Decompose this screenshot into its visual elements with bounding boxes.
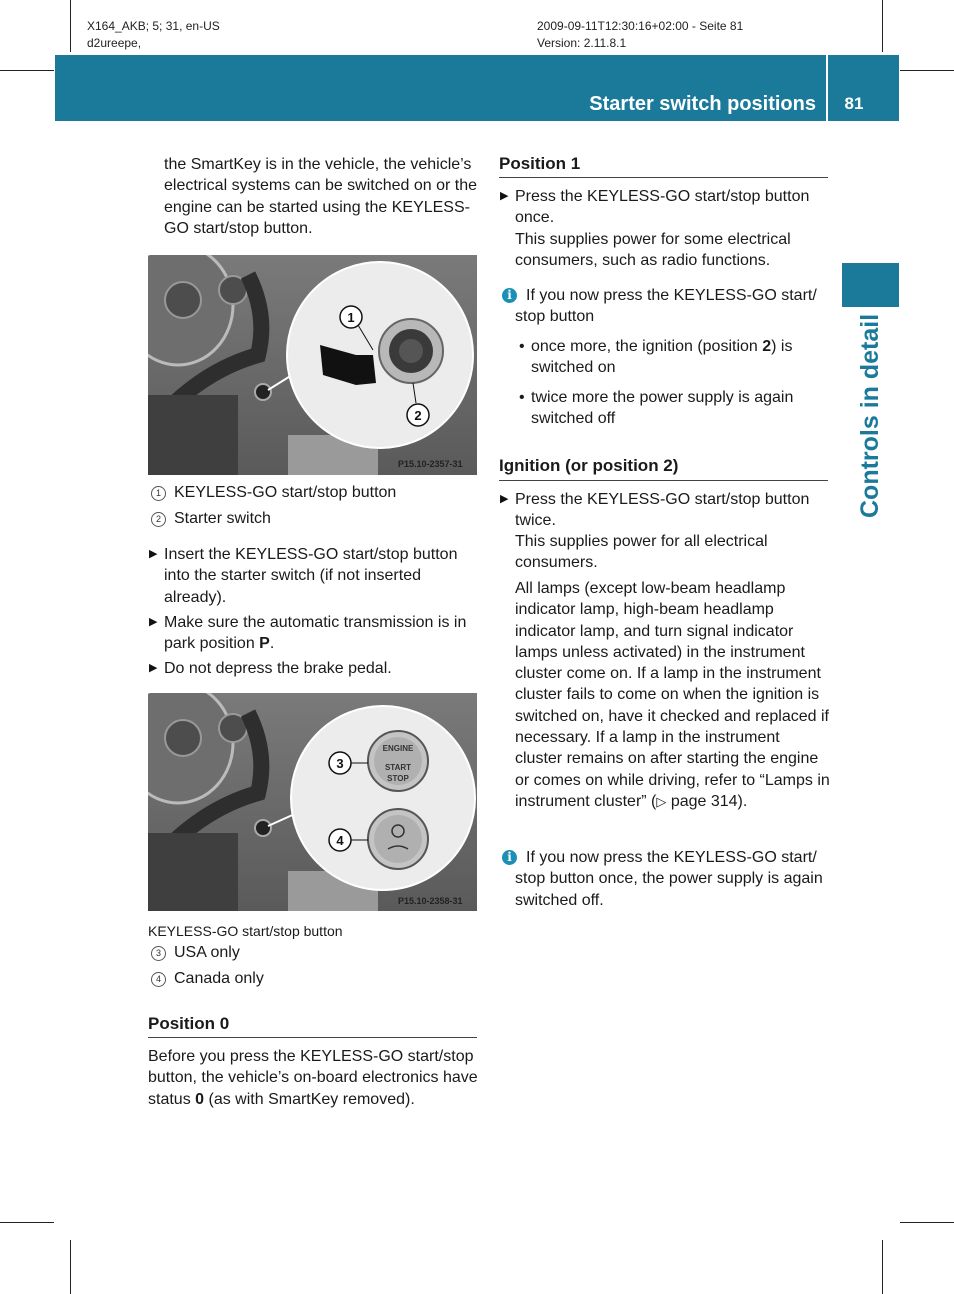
- callout-1: 1: [347, 310, 355, 325]
- step-text: [164, 612, 480, 655]
- arrow-bullet-icon: ▶: [500, 493, 509, 505]
- legend-number: 2: [151, 512, 166, 527]
- engine-label: ENGINE: [382, 744, 414, 753]
- chapter-label: Controls in detail: [856, 313, 884, 518]
- legend-item: Starter switch: [174, 510, 271, 527]
- legend-number: 3: [151, 946, 166, 961]
- meta-left-line2: d2ureepe,: [87, 36, 142, 50]
- crop-mark: [0, 70, 54, 71]
- step-text-part: Make sure the automatic transmission is in park position: [164, 614, 467, 653]
- position0-bold: 0: [195, 1090, 205, 1108]
- step-detail: This supplies power for all electrical consumers.: [515, 533, 768, 572]
- legend-item: USA only: [174, 944, 240, 961]
- figure-code: P15.10-2357-31: [398, 459, 463, 469]
- print-meta-left: [87, 18, 220, 52]
- step-detail: This supplies power for some electrical consumers, such as radio functions.: [515, 231, 791, 270]
- dot-bullet: •: [519, 338, 525, 355]
- crop-mark: [900, 70, 954, 71]
- crop-mark: [882, 0, 883, 52]
- step-text: Press the KEYLESS-GO start/stop button once.: [515, 188, 810, 227]
- info-item-text: once more, the ignition (position: [531, 338, 763, 355]
- crop-mark: [70, 1240, 71, 1294]
- heading-rule: [499, 480, 828, 481]
- callout-4: 4: [336, 833, 344, 848]
- arrow-bullet-icon: ▶: [149, 662, 158, 674]
- legend-number: 1: [151, 486, 166, 501]
- info-text: If you now press the KEYLESS-GO start/ stop button once, the power supply is again switched off.: [515, 849, 823, 909]
- callout-2: 2: [414, 408, 422, 423]
- meta-right-line1: 2009-09-11T12:30:16+02:00 - Seite 81: [537, 19, 744, 33]
- heading-rule: [148, 1037, 477, 1038]
- meta-left-line1: X164_AKB; 5; 31, en-US: [87, 19, 220, 33]
- legend-number: 4: [151, 972, 166, 987]
- page-number: 81: [844, 94, 864, 113]
- section-heading: Position 0: [148, 1014, 230, 1033]
- crop-mark: [70, 0, 71, 52]
- starter-switch-photo: [148, 255, 477, 475]
- crop-mark: [882, 1240, 883, 1294]
- step-text: Press the KEYLESS-GO start/stop button twice.: [515, 491, 810, 530]
- position0-text: Before you press the KEYLESS-GO start/stop button, the vehicle’s on-board electronics have status: [148, 1048, 478, 1108]
- start-label: START: [384, 763, 412, 772]
- dashboard-illustration: [148, 255, 477, 475]
- keyless-go-photo: [148, 693, 477, 911]
- lamps-text: All lamps (except low-beam headlamp indicator lamp, high-beam headlamp indicator lamp, and turn signal indicator lamps unless activated) in the instrument cluster come on. If a lamp in the instrument cluster fails to come on when the ignition is switched on, have it checked and replaced if necessary. If a lamp in the instrument cluster remains on after starting the engine or comes on while driving, refer to “Lamps in instrument cluster” (: [515, 580, 830, 810]
- lamps-paragraph: [515, 578, 831, 813]
- page-ref-link[interactable]: page 314).: [666, 792, 748, 810]
- dot-bullet: •: [519, 389, 525, 406]
- dashboard-illustration: [148, 693, 477, 911]
- legend-item: KEYLESS-GO start/stop button: [174, 484, 397, 501]
- step-text: Do not depress the brake pedal.: [164, 660, 392, 677]
- callout-3: 3: [336, 756, 344, 771]
- info-list-item: [519, 336, 829, 379]
- meta-right-line2: Version: 2.11.8.1: [537, 36, 627, 50]
- info-icon: i: [502, 288, 517, 303]
- crop-mark: [0, 1222, 54, 1223]
- section-title: Starter switch positions: [589, 93, 816, 115]
- header-divider: [826, 55, 828, 121]
- position0-text-end: (as with SmartKey removed).: [204, 1090, 415, 1108]
- crop-mark: [900, 1222, 954, 1223]
- step-text-end: .: [269, 635, 275, 653]
- arrow-bullet-icon: ▶: [500, 190, 509, 202]
- step-bold: P: [259, 635, 270, 653]
- info-item-end: ) is switched on: [531, 338, 793, 377]
- section-heading: Position 1: [499, 154, 581, 173]
- step-text: Insert the KEYLESS-GO start/stop button into the starter switch (if not inserted already).: [164, 546, 458, 606]
- heading-rule: [499, 177, 828, 178]
- info-item-text: twice more the power supply is again switched off: [531, 389, 794, 428]
- section-heading: Ignition (or position 2): [499, 456, 679, 475]
- arrow-bullet-icon: ▶: [149, 616, 158, 628]
- info-item-bold: 2: [762, 338, 772, 355]
- arrow-bullet-icon: ▶: [149, 548, 158, 560]
- intro-paragraph: the SmartKey is in the vehicle, the vehicle’s electrical systems can be switched on or the engine can be started using the KEYLESS-GO start/stop button.: [164, 156, 478, 237]
- print-meta-right: [537, 18, 743, 52]
- info-text: If you now press the KEYLESS-GO start/ stop button: [515, 287, 817, 326]
- figure-caption: KEYLESS-GO start/stop button: [148, 923, 343, 939]
- stop-label: STOP: [387, 774, 409, 783]
- page-ref-icon: ▷: [656, 794, 667, 810]
- legend-item: Canada only: [174, 970, 264, 987]
- position0-paragraph: [148, 1046, 482, 1110]
- info-icon: i: [502, 850, 517, 865]
- figure-code: P15.10-2358-31: [398, 896, 463, 906]
- info-list-item: [519, 387, 829, 430]
